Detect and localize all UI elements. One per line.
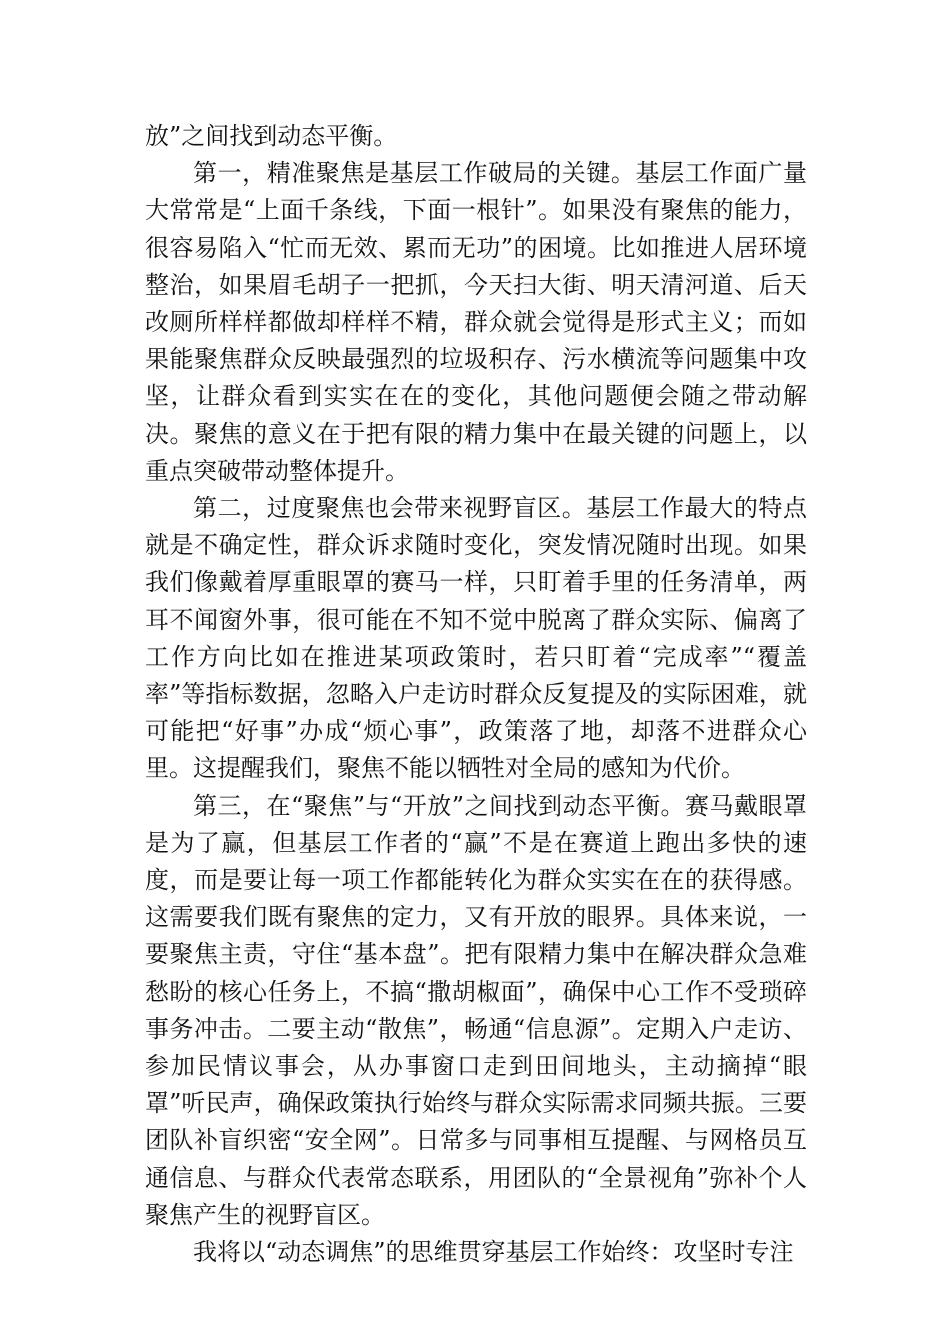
paragraph-third-point: 第三，在“聚焦”与“开放”之间找到动态平衡。赛马戴眼罩是为了赢，但基层工作者的“赢”不是在赛道上跑出多快的速度，而是要让每一项工作都能转化为群众实实在在的获得感。这需要我们既有聚焦的定力，又有开放的眼界。具体来说，一要聚焦主责，守住“基本盘”。把有限精力集中在解决群众急难愁盼的核心任务上，不搞“撒胡椒面”，确保中心工作不受琐碎事务冲击。二要主动“散焦”，畅通“信息源”。定期入户走访、参加民情议事会，从办事窗口走到田间地头，主动摘掉“眼罩”听民声，确保政策执行始终与群众实际需求同频共振。三要团队补盲织密“安全网”。日常多与同事相互提醒、与网格员互通信息、与群众代表常态联系，用团队的“全景视角”弥补个人聚焦产生的视野盲区。 [145,791,807,1229]
paragraph-continuation: 放”之间找到动态平衡。 [145,122,398,150]
document-body [145,118,807,1271]
paragraph-conclusion: 我将以“动态调焦”的思维贯穿基层工作始终：攻坚时专注 [193,1238,794,1267]
paragraph-first-point: 第一，精准聚焦是基层工作破局的关键。基层工作面广量大常常是“上面千条线，下面一根针”。如果没有聚焦的能力，很容易陷入“忙而无效、累而无功”的困境。比如推进人居环境整治，如果眉毛胡子一把抓，今天扫大街、明天清河道、后天改厕所样样都做却样样不精，群众就会觉得是形式主义；而如果能聚焦群众反映最强烈的垃圾积存、污水横流等问题集中攻坚，让群众看到实实在在的变化，其他问题便会随之带动解决。聚焦的意义在于把有限的精力集中在最关键的问题上，以重点突破带动整体提升。 [145,159,807,485]
paragraph-second-point: 第二，过度聚焦也会带来视野盲区。基层工作最大的特点就是不确定性，群众诉求随时变化，突发情况随时出现。如果我们像戴着厚重眼罩的赛马一样，只盯着手里的任务清单，两耳不闻窗外事，很可能在不知不觉中脱离了群众实际、偏离了工作方向比如在推进某项政策时，若只盯着“完成率”“覆盖率”等指标数据，忽略入户走访时群众反复提及的实际困难，就可能把“好事”办成“烦心事”，政策落了地，却落不进群众心里。这提醒我们，聚焦不能以牺牲对全局的感知为代价。 [145,494,807,783]
